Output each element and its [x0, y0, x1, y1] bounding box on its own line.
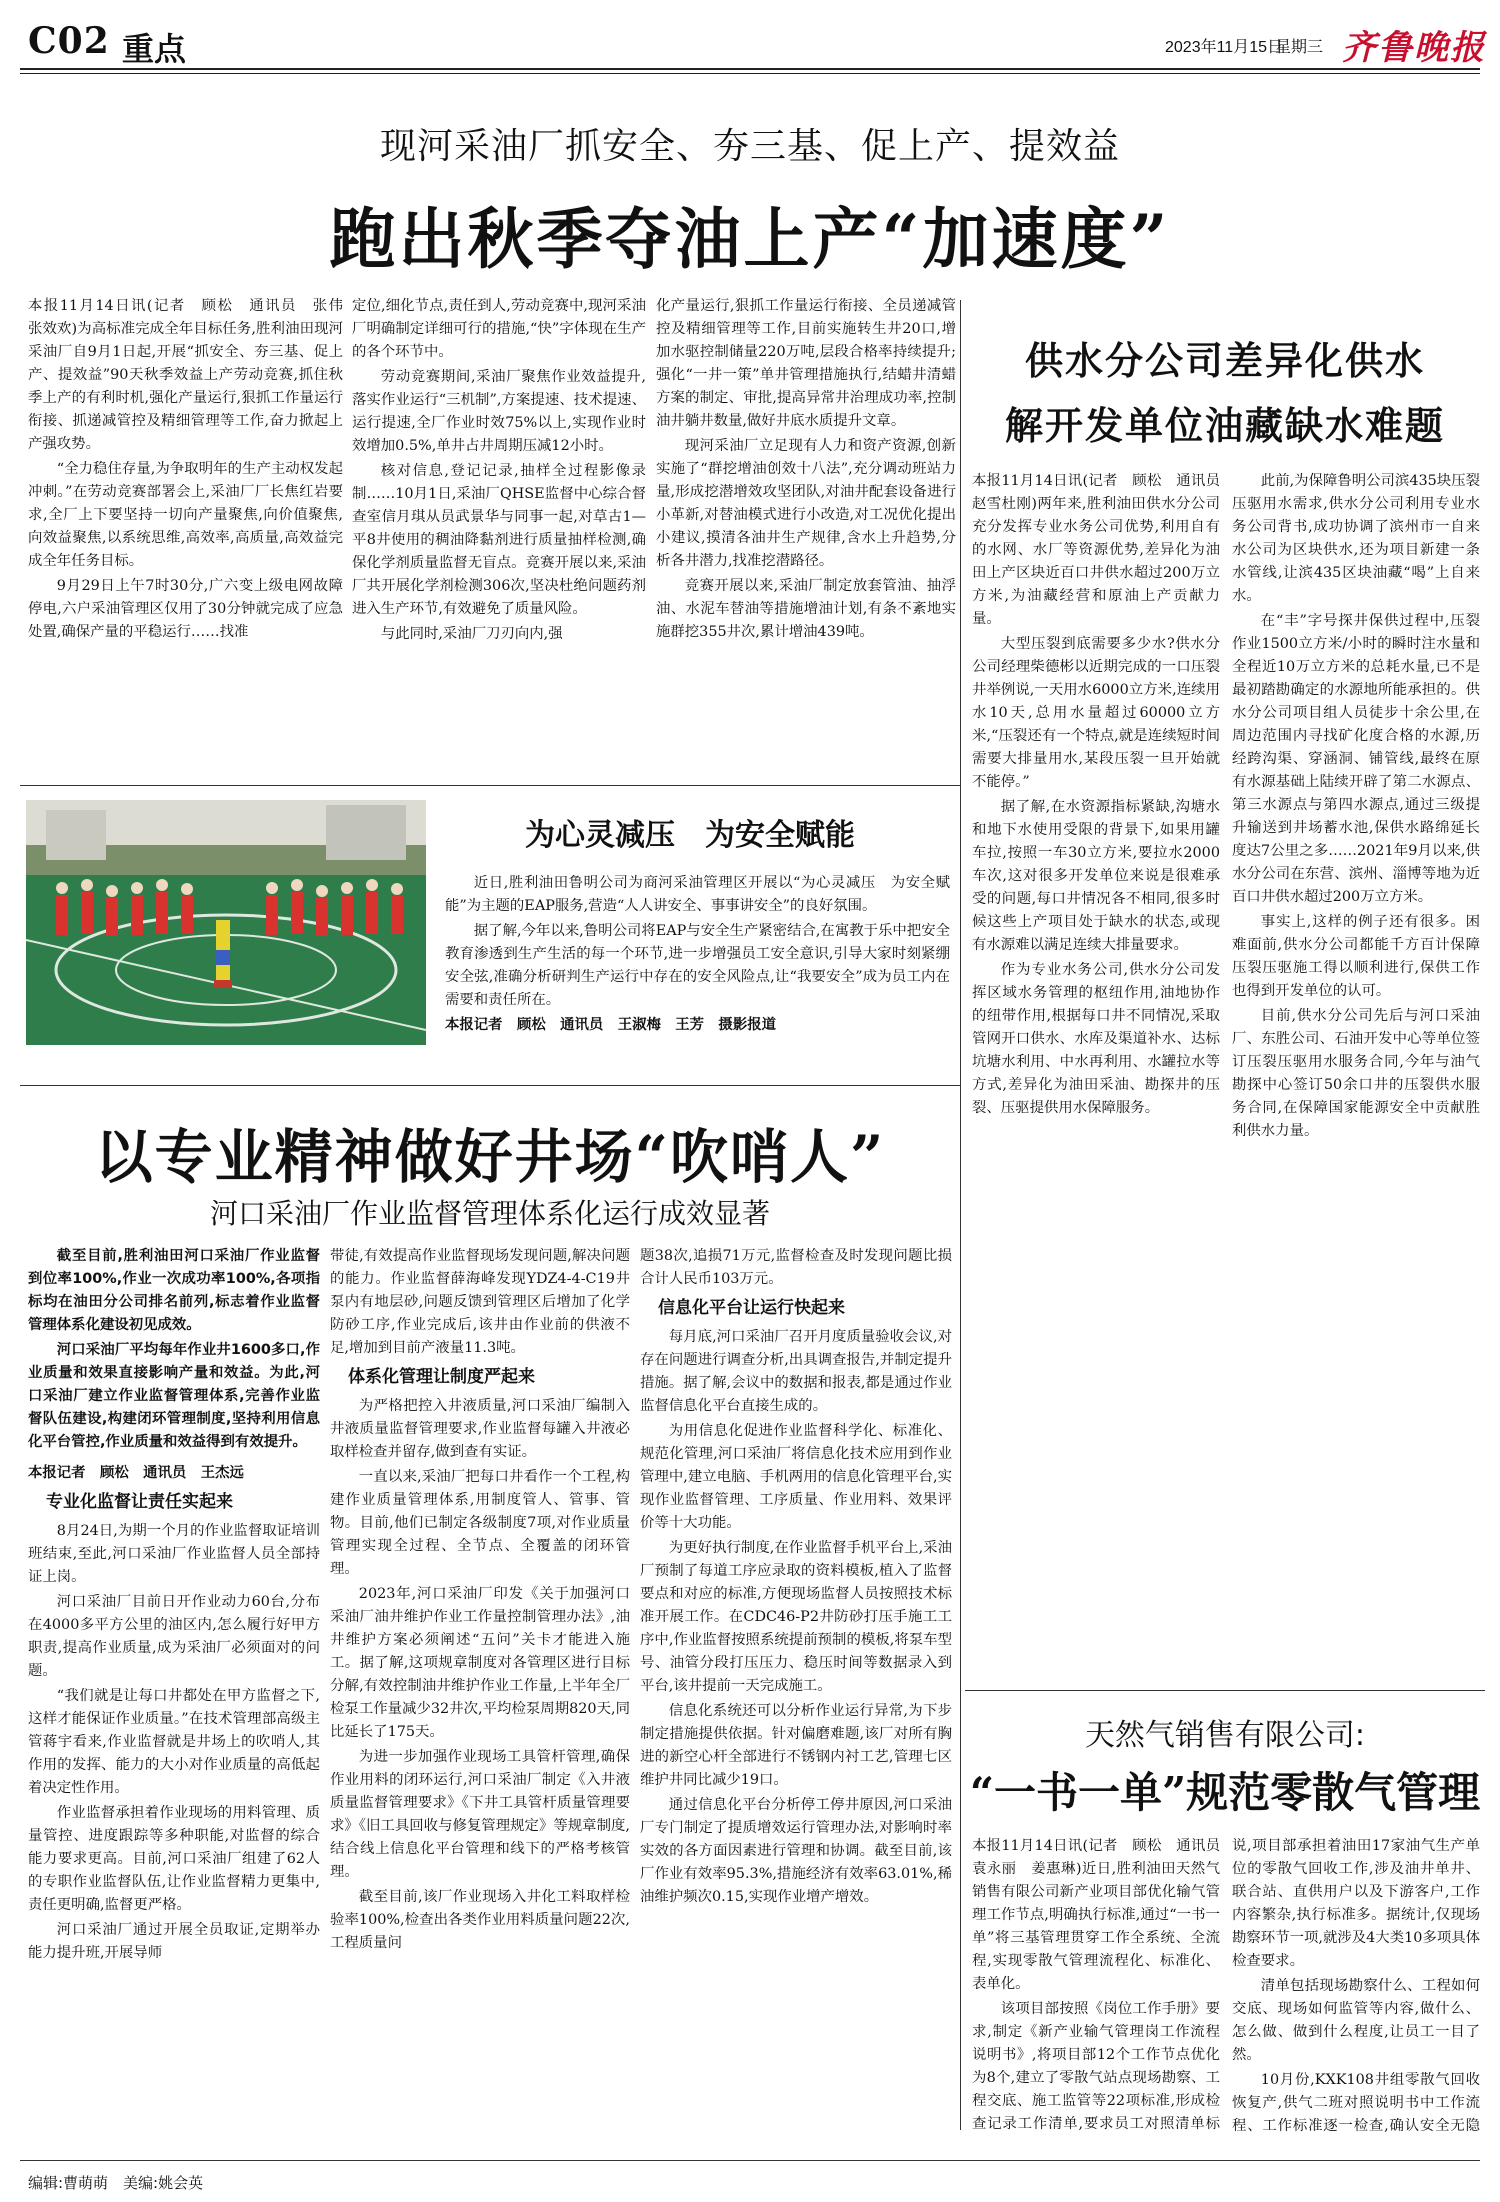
- editor-credit: 编辑:曹萌萌 美编:姚会英: [28, 2174, 204, 2192]
- article5-paragraph: 10月份,KXK108井组零散气回收恢复产,供气二班对照说明书中工作流程、工作标准逐一检查,确认安全无隐: [1232, 2072, 1480, 2134]
- article3-title: 为心灵减压 为安全赋能: [525, 818, 855, 853]
- article4-paragraph: 带徒,有效提高作业监督现场发现问题,解决问题的能力。作业监督薛海峰发现YDZ4-4-C19井泵内有地层砂,问题反馈到管理区后增加了化学防砂工序,作业完成后,该井由作业前的供液不足,增加到目前产液量11.3吨。: [330, 1248, 630, 1356]
- article2-lead: 本报11月14日讯(记者 顾松 通讯员 赵雪杜刚)两年来,胜利油田供水分公司充分发挥专业水务公司优势,利用自有的水网、水厂等资源优势,差异化为油田上产区块近百口井供水超过200万立方米,为油藏经营和原油上产贡献力量。: [972, 473, 1220, 627]
- newspaper-logo: 齐鲁晚报: [1342, 28, 1486, 68]
- section-rule: [20, 1085, 960, 1086]
- article1-lead: 本报11月14日讯(记者 顾松 通讯员 张伟 张效欢)为高标准完成全年目标任务,胜利油田现河采油厂自9月1日起,开展“抓安全、夯三基、促上产、提效益”90天秋季效益上产劳动竞赛,抓住秋季上产的有利时机,强化产量运行,狠抓工作量运行衔接、抓递减管控及精细管理等工作,奋力掀起上产强攻势。: [28, 298, 343, 452]
- article2-title-line2: 解开发单位油藏缺水难题: [1004, 404, 1445, 448]
- article2-paragraph: 据了解,在水资源指标紧缺,沟塘水和地下水使用受限的背景下,如果用罐车拉,按照一车30立方米,要拉水2000车次,这对很多开发单位来说是很难承受的问题,每口井情况各不相同,很多时候这些上产项目处于缺水的状态,或现有水源难以满足连续大排量要求。: [972, 799, 1220, 953]
- article4-paragraph: 每月底,河口采油厂召开月度质量验收会议,对存在问题进行调查分析,出具调查报告,并制定提升措施。据了解,会议中的数据和报表,都是通过作业监督信息化平台直接生成的。: [640, 1329, 952, 1414]
- article3-credit: 本报记者 顾松 通讯员 王淑梅 王芳 摄影报道: [445, 1017, 776, 1033]
- article1-paragraph: 竞赛开展以来,采油厂制定放套管油、抽浮油、水泥车替油等措施增油计划,有条不紊地实施群挖355井次,累计增油439吨。: [656, 578, 956, 640]
- article2-title-line1: 供水分公司差异化供水: [1024, 339, 1425, 383]
- article2-paragraph: 在“丰”字号探井保供过程中,压裂作业1500立方米/小时的瞬时注水量和全程近10万立方米的总耗水量,已不是最初踏勘确定的水源地所能承担的。供水分公司项目组人员徒步十余公里,在周边范围内寻找矿化度合格的水源,历经跨沟渠、穿涵洞、铺管线,最终在原有水源基础上陆续开辟了第二水源点、第三水源点与第四水源点,通过三级提升输送到井场蓄水池,保供水路绵延长度达7公里之多……2021年9月以来,供水分公司在东营、滨州、淄博等地为近百口井供水超过200万立方米。: [1232, 613, 1480, 905]
- article1-paragraph: 与此同时,采油厂刀刃向内,强: [380, 626, 563, 642]
- article4-paragraph: 河口采油厂通过开展全员取证,定期举办能力提升班,开展导师: [28, 1922, 320, 1961]
- article1-title: 跑出秋季夺油上产“加速度”: [329, 200, 1171, 278]
- article4-paragraph: 通过信息化平台分析停工停井原因,河口采油厂专门制定了提质增效运行管理办法,对影响时率实效的各方面因素进行管理和协调。截至目前,该厂作业有效率95.3%,措施经济有效率63.01%,稀油维护频次0.15,实现作业增产增效。: [640, 1797, 952, 1905]
- issue-weekday: 星期三: [1275, 39, 1324, 56]
- article1-paragraph: 9月29日上午7时30分,广六变上级电网故障停电,六户采油管理区仅用了30分钟就完成了应急处置,确保产量的平稳运行……找准: [28, 578, 343, 640]
- article1-column-2: [352, 295, 646, 775]
- page-number: C02: [28, 20, 110, 62]
- article4-byline: 本报记者 顾松 通讯员 王杰远: [28, 1465, 244, 1481]
- article4-lead: 河口采油厂平均每年作业井1600多口,作业质量和效果直接影响产量和效益。为此,河口采油厂建立作业监督管理体系,完善作业监督队伍建设,构建闭环管理制度,坚持利用信息化平台管控,作业质量和效益得到有效提升。: [28, 1342, 320, 1450]
- article2-column-2: [1232, 470, 1480, 1670]
- article4-subhead-2: 体系化管理让制度严起来: [348, 1367, 535, 1387]
- article5-title: “一书一单”规范零散气管理: [969, 1768, 1481, 1817]
- issue-date: 2023年11月15日: [1165, 39, 1284, 56]
- article4-paragraph: 8月24日,为期一个月的作业监督取证培训班结束,至此,河口采油厂作业监督人员全部持证上岗。: [28, 1523, 320, 1585]
- article3-body: [445, 872, 950, 1062]
- article4-paragraph: 河口采油厂目前日开作业动力60台,分布在4000多平方公里的油区内,怎么履行好甲方职责,提高作业质量,成为采油厂必须面对的问题。: [28, 1594, 320, 1679]
- article4-title: 以专业精神做好井场“吹哨人”: [94, 1123, 886, 1191]
- article1-paragraph: 定位,细化节点,责任到人,劳动竞赛中,现河采油厂明确制定详细可行的措施,“快”字体现在生产的各个环节中。: [352, 298, 646, 360]
- article5-paragraph: 该项目部按照《岗位工作手册》要求,制定《新产业输气管理岗工作流程说明书》,将项目部12个工作节点优化为8个,建立了零散气站点现场勘察、工程交底、施工监管等22项标准,形成检查记录工作清单,要求员工对照清单标: [972, 2001, 1220, 2132]
- article5-paragraph: 清单包括现场勘察什么、工程如何交底、现场如何监管等内容,做什么、怎么做、做到什么程度,让员工一目了然。: [1232, 1978, 1480, 2063]
- article4-lead: 截至目前,胜利油田河口采油厂作业监督到位率100%,作业一次成功率100%,各项指标均在油田分公司排名前列,标志着作业监督管理体系化建设初见成效。: [28, 1248, 320, 1333]
- eap-activity-photo: [26, 800, 426, 1045]
- article4-subhead-3: 信息化平台让运行快起来: [658, 1298, 845, 1318]
- article4-paragraph: 为严格把控入井液质量,河口采油厂编制入井液质量监督管理要求,作业监督每罐入井液必取样检查并留存,做到查有实证。: [330, 1398, 630, 1460]
- article1-paragraph: “全力稳住存量,为争取明年的生产主动权发起冲刺。”在劳动竞赛部署会上,采油厂厂长焦红岩要求,全厂上下要坚持一切向产量聚焦,向价值聚焦,向效益聚焦,以系统思维,高效率,高质量,高效益完成全年任务目标。: [28, 461, 343, 569]
- article4-paragraph: 作业监督承担着作业现场的用料管理、质量管控、进度跟踪等多种职能,对监督的综合能力要求更高。目前,河口采油厂组建了62人的专职作业监督队伍,让作业监督精力更集中,责任更明确,监督更严格。: [28, 1805, 320, 1913]
- article5-column-2: [1232, 1835, 1480, 2135]
- article5-paragraph: 说,项目部承担着油田17家油气生产单位的零散气回收工作,涉及油井单井、联合站、直供用户以及下游客户,工作内容繁杂,执行标准多。据统计,仅现场勘察环节一项,就涉及4大类10多项具体检查要求。: [1232, 1838, 1480, 1969]
- article1-column-1: [28, 295, 343, 775]
- article3-paragraph: 据了解,今年以来,鲁明公司将EAP与安全生产紧密结合,在寓教于乐中把安全教育渗透到生产生活的每一个环节,进一步增强员工安全意识,引导大家时刻紧绷安全弦,准确分析研判生产运行中存在的安全风险点,让“我要安全”成为员工内在需要和责任所在。: [445, 923, 950, 1008]
- header-rule-thin: [20, 73, 1480, 74]
- footer-rule: [20, 2160, 1480, 2161]
- article5-lead: 本报11月14日讯(记者 顾松 通讯员 袁永丽 姜惠琳)近日,胜利油田天然气销售有限公司新产业项目部优化输气管理工作节点,明确执行标准,通过“一书一单”将三基管理贯穿工作全系统、全流程,实现零散气管理流程化、标准化、表单化。: [972, 1838, 1220, 1992]
- article4-paragraph: 信息化系统还可以分析作业运行异常,为下步制定措施提供依据。针对偏磨难题,该厂对所有胸进的新空心杆全部进行不锈钢内衬工艺,管理七区维护井同比减少19口。: [640, 1703, 952, 1788]
- article2-paragraph: 此前,为保障鲁明公司滨435块压裂压驱用水需求,供水分公司利用专业水务公司背书,成功协调了滨州市一自来水公司为区块供水,还为项目新建一条水管线,让滨435区块油藏“喝”上自来水。: [1232, 473, 1480, 604]
- article1-paragraph: 劳动竞赛期间,采油厂聚焦作业效益提升,落实作业运行“三机制”,方案提速、技术提速、运行提速,全厂作业时效75%以上,实现作业时效增加0.5%,单井占井周期压减12小时。: [352, 369, 646, 454]
- article4-paragraph: 2023年,河口采油厂印发《关于加强河口采油厂油井维护作业工作量控制管理办法》,油井维护方案必须阐述“五问”关卡才能进入施工。据了解,这项规章制度对各管理区进行目标分解,有效控制油井维护作业工作量,上半年全厂检泵工作量减少32井次,平均检泵周期820天,同比延长了175天。: [330, 1586, 630, 1740]
- article4-paragraph: 截至目前,该厂作业现场入井化工料取样检验率100%,检查出各类作业用料质量问题22次,工程质量问: [330, 1889, 630, 1951]
- header-rule: [20, 68, 1480, 70]
- column-divider: [960, 300, 961, 2130]
- article1-paragraph: 核对信息,登记记录,抽样全过程影像录制……10月1日,采油厂QHSE监督中心综合督查室信月琪从员武景华与同事一起,对草古1—平8井使用的稠油降黏剂进行质量抽样检测,确保化学剂质量监督无盲点。竞赛开展以来,采油厂共开展化学剂检测306次,坚决杜绝问题药剂进入生产环节,有效避免了质量风险。: [352, 463, 646, 617]
- section-rule: [20, 785, 960, 786]
- article4-column-1: [28, 1245, 320, 2135]
- article2-paragraph: 大型压裂到底需要多少水?供水分公司经理柴德彬以近期完成的一口压裂井举例说,一天用水6000立方米,连续用水10天,总用水量超过60000立方米,“压裂还有一个特点,就是连续短时间需要大排量用水,某段压裂一旦开始就不能停。”: [972, 636, 1220, 790]
- article4-paragraph: 为更好执行制度,在作业监督手机平台上,采油厂预制了每道工序应录取的资料模板,植入了监督要点和对应的标准,方便现场监督人员按照技术标准开展工作。在CDC46-P2井防砂打压手施工工序中,作业监督按照系统提前预制的模板,将泵车型号、油管分段打压压力、稳压时间等数据录入到平台,该井提前一天完成施工。: [640, 1540, 952, 1694]
- article4-column-2: [330, 1245, 630, 2135]
- article2-paragraph: 作为专业水务公司,供水分公司发挥区域水务管理的枢纽作用,油地协作的纽带作用,根据每口井不同情况,采取管网开口供水、水库及渠道补水、达标坑塘水利用、中水再利用、水罐拉水等方式,差异化为油田采油、勘探井的压裂、压驱提供用水保障服务。: [972, 962, 1220, 1116]
- article4-kicker: 河口采油厂作业监督管理体系化运行成效显著: [209, 1197, 770, 1230]
- article5-kicker: 天然气销售有限公司:: [1084, 1718, 1366, 1753]
- article2-paragraph: 目前,供水分公司先后与河口采油厂、东胜公司、石油开发中心等单位签订压裂压驱用水服务合同,今年与油气勘探中心签订50余口井的压裂供水服务合同,在保障国家能源安全中贡献胜利供水力量。: [1232, 1008, 1480, 1139]
- article4-paragraph: 题38次,追损71万元,监督检查及时发现问题比损合计人民币103万元。: [640, 1248, 952, 1287]
- section-name: 重点: [122, 30, 187, 68]
- article1-paragraph: 化产量运行,狠抓工作量运行衔接、全员递减管控及精细管理等工作,目前实施转生井20口,增加水驱控制储量220万吨,层段合格率持续提升;强化“一井一策”单井管理措施执行,结蜡井清蜡方案的制定、审批,提高异常井治理成功率,控制油井躺井数量,做好井底水质提升文章。: [656, 298, 956, 429]
- article2-paragraph: 事实上,这样的例子还有很多。困难面前,供水分公司都能千方百计保障压裂压驱施工得以顺利进行,保供工作也得到开发单位的认可。: [1232, 914, 1480, 999]
- section-rule: [965, 1690, 1485, 1691]
- article4-paragraph: 一直以来,采油厂把每口井看作一个工程,构建作业质量管理体系,用制度管人、管事、管物。目前,他们已制定各级制度7项,对作业质量管理实现全过程、全节点、全覆盖的闭环管理。: [330, 1469, 630, 1577]
- article4-subhead-1: 专业化监督让责任实起来: [46, 1492, 233, 1512]
- article1-column-3: [656, 295, 956, 775]
- article3-paragraph: 近日,胜利油田鲁明公司为商河采油管理区开展以“为心灵减压 为安全赋能”为主题的EAP服务,营造“人人讲安全、事事讲安全”的良好氛围。: [445, 875, 950, 914]
- article1-kicker: 现河采油厂抓安全、夯三基、促上产、提效益: [379, 126, 1120, 167]
- article4-paragraph: 为用信息化促进作业监督科学化、标准化、规范化管理,河口采油厂将信息化技术应用到作业管理中,建立电脑、手机两用的信息化管理平台,实现作业监督管理、工序质量、作业用料、效果评价等十大功能。: [640, 1423, 952, 1531]
- article4-paragraph: 为进一步加强作业现场工具管杆管理,确保作业用料的闭环运行,河口采油厂制定《入井液质量监督管理要求》《下井工具管杆质量管理要求》《旧工具回收与修复管理规定》等规章制度,结合线上信息化平台管理和线下的严格考核管理。: [330, 1749, 630, 1880]
- article2-column-1: [972, 470, 1220, 1670]
- article1-paragraph: 现河采油厂立足现有人力和资产资源,创新实施了“群挖增油创效十八法”,充分调动班站力量,形成挖潜增效攻坚团队,对油井配套设备进行小革新,对替油模式进行小改造,对工况优化提出小建议,摸清各油井生产规律,含水上升趋势,分析各井潜力,找准挖潜路径。: [656, 438, 956, 569]
- article5-column-1: [972, 1835, 1220, 2135]
- article4-paragraph: “我们就是让每口井都处在甲方监督之下,这样才能保证作业质量。”在技术管理部高级主管蒋宇看来,作业监督就是井场上的吹哨人,其作用的发挥、能力的大小对作业质量的高低起着决定性作用。: [28, 1688, 320, 1796]
- article4-column-3: [640, 1245, 952, 2135]
